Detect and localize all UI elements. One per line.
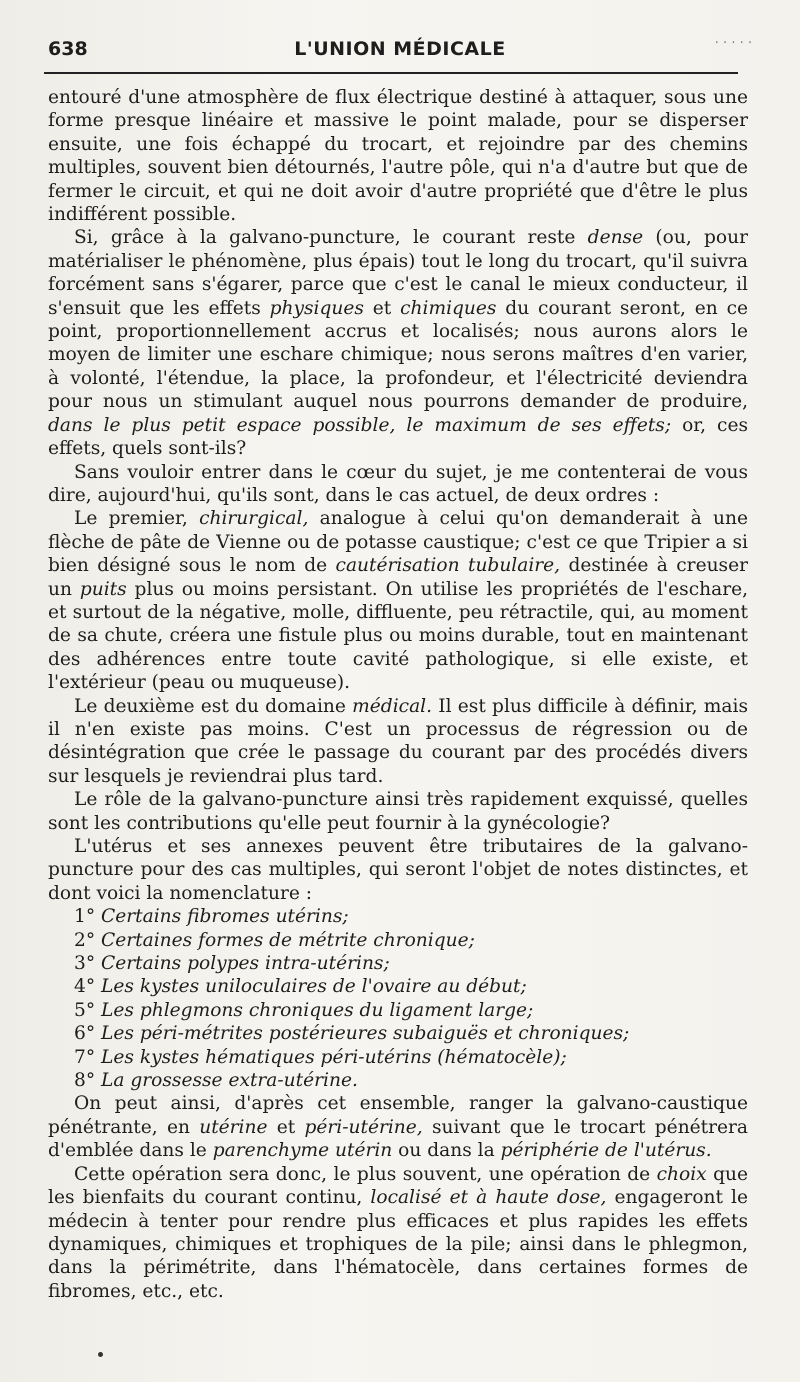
italic-run: chirurgical, bbox=[199, 508, 309, 530]
list-item-text: Certains polypes intra-utérins; bbox=[101, 953, 390, 975]
list-item-number: 8° bbox=[74, 1070, 102, 1092]
paragraph-5 bbox=[48, 695, 748, 789]
list-item-number: 5° bbox=[74, 999, 102, 1021]
journal-title: L'UNION MÉDICALE bbox=[294, 38, 506, 60]
list-item bbox=[74, 999, 748, 1022]
italic-run: parenchyme utérin bbox=[212, 1140, 393, 1162]
text-run: que les bienfaits du courant continu, bbox=[48, 1163, 748, 1209]
text-run: Il est plus difficile à définir, mais il n'en existe pas moins. C'est un processus de régression ou de désintégration que crée le passage du courant par des procédés divers sur lesquels je reviendrai plus tard. bbox=[48, 695, 748, 787]
text-run: destinée à creuser un bbox=[48, 555, 748, 600]
paragraph-3 bbox=[48, 461, 748, 508]
paragraph-1 bbox=[48, 86, 748, 226]
text-run: ou dans la bbox=[392, 1140, 501, 1162]
page-number: 638 bbox=[48, 38, 88, 60]
paragraph-7 bbox=[48, 835, 748, 905]
list-item bbox=[74, 952, 748, 975]
text-run: entouré d'une atmosphère de flux électrique destiné à attaquer, sous une forme presque linéaire et massive le point malade, pour se disperser ensuite, une fois échappé du trocart, et rejoindre par des chemins multiples, souvent bien détournés, l'autre pôle, qui n'a d'autre but que de fermer le circuit, et qui ne doit avoir d'autre propriété que d'être le plus indifférent possible. bbox=[48, 87, 748, 226]
italic-run: localisé et à haute dose, bbox=[370, 1187, 607, 1209]
list-item bbox=[74, 905, 748, 928]
list-item bbox=[74, 1022, 748, 1045]
text-run: Si, grâce à la galvano-puncture, le courant reste bbox=[74, 227, 588, 249]
list-item bbox=[74, 975, 748, 998]
italic-run: périphérie de l'utérus. bbox=[500, 1140, 712, 1162]
list-item-number: 4° bbox=[74, 976, 102, 998]
list-item bbox=[74, 929, 748, 952]
italic-run: dense bbox=[587, 227, 644, 249]
paragraph-2 bbox=[48, 226, 748, 460]
ink-speck bbox=[98, 1352, 103, 1357]
list-item-number: 1° bbox=[74, 906, 102, 928]
list-item-text: Les kystes hématiques péri-utérins (hématocèle); bbox=[101, 1046, 567, 1068]
italic-run: médical. bbox=[352, 695, 433, 717]
list-item-text: Certains fibromes utérins; bbox=[101, 906, 349, 928]
nomenclature-list bbox=[48, 905, 748, 1092]
list-item-number: 2° bbox=[74, 929, 102, 951]
text-run: Le premier, bbox=[74, 508, 200, 530]
list-item-text: Les kystes uniloculaires de l'ovaire au début; bbox=[101, 976, 527, 998]
text-run: et bbox=[363, 297, 401, 319]
text-run: du courant seront, en ce point, proportionnellement accrus et localisés; nous aurons alors le moyen de limiter une eschare chimique; nous serons maîtres d'en varier, à volonté, l'étendue, la place, la profondeur, et l'électricité deviendra pour nous un stimulant auquel nous pourrons demander de produire, bbox=[48, 297, 748, 413]
list-item-number: 6° bbox=[74, 1023, 102, 1045]
italic-run: utérine bbox=[199, 1116, 268, 1138]
italic-run: cautérisation tubulaire, bbox=[335, 555, 561, 577]
text-run: engageront le médecin à tenter pour rendre plus efficaces et plus rapides les effets dynamiques, chimiques et trophiques de la pile; ainsi dans le phlegmon, dans la périmétrite, dans l'hématocèle, dans certaines formes de fibromes, etc., etc. bbox=[48, 1187, 748, 1302]
italic-run: puits bbox=[79, 578, 127, 600]
italic-run: péri-utérine, bbox=[304, 1116, 423, 1138]
italic-run: physiques bbox=[269, 297, 364, 319]
header-rule bbox=[44, 72, 738, 74]
header-mark: · · · · · bbox=[714, 36, 752, 51]
text-run: et bbox=[267, 1116, 305, 1138]
list-item-text: Les phlegmons chroniques du ligament large; bbox=[101, 999, 534, 1021]
text-run: Cette opération sera donc, le plus souvent, une opération de bbox=[74, 1163, 657, 1185]
text-run: analogue à celui qu'on demanderait à une flèche de pâte de Vienne ou de potasse caustique; c'est ce que Tripier a si bien désigné sous le nom de bbox=[48, 508, 748, 577]
list-item-text: Les péri-métrites postérieures subaiguës et chroniques; bbox=[101, 1023, 630, 1045]
text-run: (ou, pour matérialiser le phénomène, plus épais) tout le long du trocart, qu'il suivra forcément sans s'égarer, parce que c'est le canal le mieux conducteur, il s'ensuit que les effets bbox=[48, 227, 748, 319]
text-run: Le deuxième est du domaine bbox=[74, 695, 353, 717]
closing-paragraphs bbox=[48, 1092, 748, 1303]
list-item-text: La grossesse extra-utérine. bbox=[101, 1070, 358, 1092]
italic-run: dans le plus petit espace possible, le maximum de ses effets; bbox=[48, 414, 672, 436]
paragraph-4 bbox=[48, 507, 748, 694]
paragraphs bbox=[48, 86, 748, 905]
text-run: suivant que le trocart pénétrera d'emblée dans le bbox=[48, 1116, 749, 1162]
paragraph-6 bbox=[48, 788, 748, 835]
text-run: Le rôle de la galvano-puncture ainsi très rapidement exquissé, quelles sont les contributions qu'elle peut fournir à la gynécologie? bbox=[48, 789, 748, 834]
closing-paragraph-1 bbox=[48, 1092, 748, 1162]
list-item bbox=[74, 1069, 748, 1092]
list-item-number: 3° bbox=[74, 953, 102, 975]
text-run: L'utérus et ses annexes peuvent être tributaires de la galvano-puncture pour des cas multiples, qui seront l'objet de notes distinctes, et dont voici la nomenclature : bbox=[48, 836, 748, 904]
text-run: On peut ainsi, d'après cet ensemble, ranger la galvano-caustique pénétrante, en bbox=[48, 1093, 748, 1138]
article-body bbox=[48, 86, 748, 1303]
running-header bbox=[48, 34, 752, 70]
italic-run: chimiques bbox=[400, 297, 497, 319]
italic-run: choix bbox=[656, 1163, 707, 1185]
text-run: or, ces effets, quels sont-ils? bbox=[48, 414, 749, 460]
closing-paragraph-2 bbox=[48, 1163, 748, 1303]
list-item-text: Certaines formes de métrite chronique; bbox=[101, 929, 475, 951]
text-run: Sans vouloir entrer dans le cœur du sujet, je me contenterai de vous dire, aujourd'hui, qu'ils sont, dans le cas actuel, de deux ordres : bbox=[48, 461, 748, 506]
list-item-number: 7° bbox=[74, 1046, 102, 1068]
list-item bbox=[74, 1046, 748, 1069]
text-run: plus ou moins persistant. On utilise les propriétés de l'eschare, et surtout de la négative, molle, diffluente, peu rétractile, qui, au moment de sa chute, créera une fistule plus ou moins durable, tout en maintenant des adhérences entre toute cavité pathologique, si elle existe, et l'extérieur (peau ou muqueuse). bbox=[48, 578, 748, 694]
